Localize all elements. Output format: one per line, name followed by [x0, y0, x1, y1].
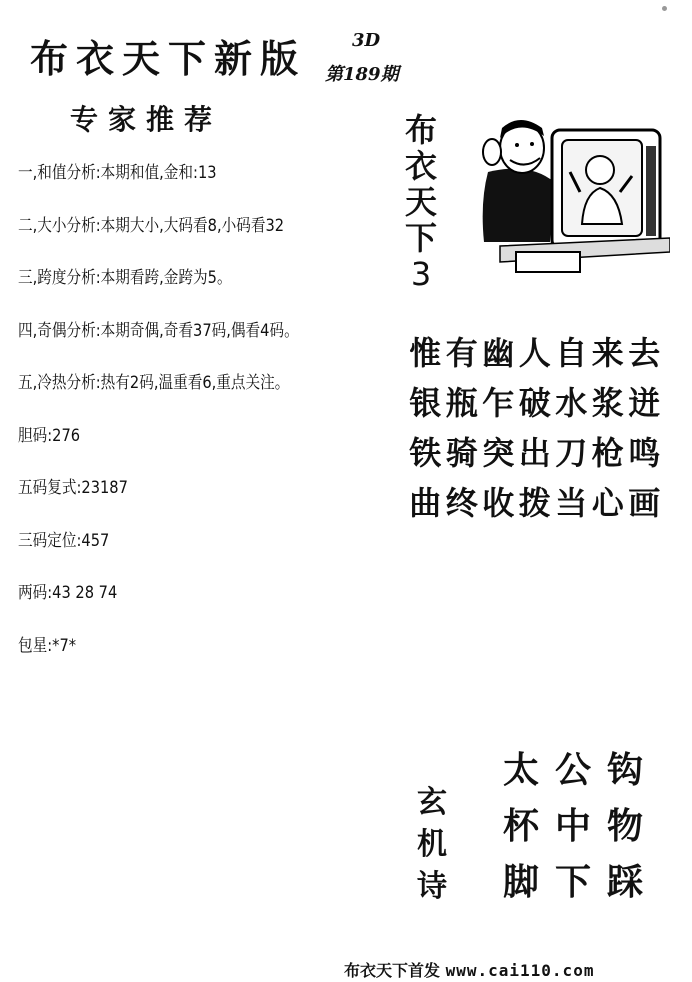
- star-pick: 包星:*7*: [18, 635, 77, 656]
- analysis-list: [18, 163, 358, 688]
- riddle-char: 钩: [606, 749, 643, 791]
- poem-char: 人: [518, 334, 551, 372]
- five-code-combo: 五码复式:23187: [18, 478, 128, 498]
- poem-char: 瓶: [445, 384, 478, 422]
- poem-char: 有: [445, 334, 478, 372]
- poem-char: 枪: [591, 434, 624, 472]
- issue-number: 第189期: [325, 64, 399, 85]
- vertical-title-char: 3: [410, 255, 432, 293]
- riddle-poem: [495, 742, 651, 910]
- poem-char: 刀: [555, 434, 588, 472]
- analysis-size: 二,大小分析:本期大小,大码看8,小码看32: [18, 215, 285, 236]
- vertical-title-char: 衣: [404, 147, 437, 185]
- riddle-char: 下: [554, 861, 591, 903]
- analysis-sum: 一,和值分析:本期和值,金和:13: [18, 163, 217, 183]
- riddle-label-char: 诗: [417, 869, 447, 904]
- key-code: 胆码:276: [18, 425, 81, 446]
- vertical-title: [404, 112, 438, 292]
- poem-char: 惟: [409, 334, 442, 372]
- riddle-char: 脚: [502, 861, 539, 903]
- riddle-label-char: 玄: [417, 785, 447, 820]
- riddle-char: 杯: [502, 805, 539, 847]
- poem-line: [407, 328, 663, 378]
- poem-char: 银: [409, 384, 442, 422]
- corner-dot: [662, 6, 667, 11]
- poem-char: 收: [482, 484, 515, 522]
- poem-char: 拨: [518, 484, 551, 522]
- vertical-title-char: 天: [404, 183, 437, 221]
- poem-char: 水: [555, 384, 588, 422]
- riddle-line: [495, 854, 651, 910]
- poem-block: [407, 328, 663, 528]
- riddle-label-char: 机: [417, 827, 447, 862]
- riddle-char: 中: [554, 805, 591, 847]
- poem-char: 铁: [409, 434, 442, 472]
- poem-char: 破: [518, 384, 551, 422]
- poem-char: 乍: [482, 384, 515, 422]
- analysis-span: 三,跨度分析:本期看跨,金跨为5。: [18, 268, 232, 288]
- analysis-odd-even: 四,奇偶分析:本期奇偶,奇看37码,偶看4码。: [18, 320, 299, 341]
- poem-char: 骑: [445, 434, 478, 472]
- footer: [344, 958, 594, 981]
- riddle-line: [495, 742, 651, 798]
- lottery-type: 3D: [352, 30, 381, 51]
- poem-char: 出: [518, 434, 551, 472]
- riddle-label: [414, 782, 450, 908]
- poem-char: 鸣: [628, 434, 661, 472]
- three-code-position: 三码定位:457: [18, 530, 110, 551]
- man-watching-tv-icon: [470, 112, 670, 284]
- poem-char: 当: [555, 484, 588, 522]
- poem-char: 曲: [409, 484, 442, 522]
- poem-char: 来: [591, 334, 624, 372]
- riddle-char: 公: [554, 749, 591, 791]
- riddle-line: [495, 798, 651, 854]
- footer-url[interactable]: www.cai110.com: [445, 961, 595, 980]
- vertical-title-char: 下: [404, 219, 437, 257]
- subtitle: 专家推荐: [70, 103, 223, 136]
- poem-char: 突: [482, 434, 515, 472]
- two-code: 两码:43 28 74: [18, 583, 118, 603]
- page-title: 布衣天下新版: [30, 36, 307, 81]
- riddle-char: 物: [606, 805, 643, 847]
- poem-char: 去: [628, 334, 661, 372]
- poem-char: 终: [445, 484, 478, 522]
- poem-char: 画: [628, 484, 661, 522]
- poem-char: 浆: [591, 384, 624, 422]
- poem-char: 心: [591, 484, 624, 522]
- poem-char: 迸: [628, 384, 661, 422]
- poem-char: 自: [555, 334, 588, 372]
- footer-text: 布衣天下首发: [344, 961, 441, 980]
- poem-line: [407, 378, 663, 428]
- poem-line: [407, 428, 663, 478]
- riddle-char: 太: [502, 749, 539, 791]
- riddle-char: 踩: [606, 861, 643, 903]
- vertical-title-char: 布: [404, 111, 437, 149]
- poem-char: 幽: [482, 334, 515, 372]
- analysis-hot-cold: 五,冷热分析:热有2码,温重看6,重点关注。: [18, 373, 290, 393]
- poem-line: [407, 478, 663, 528]
